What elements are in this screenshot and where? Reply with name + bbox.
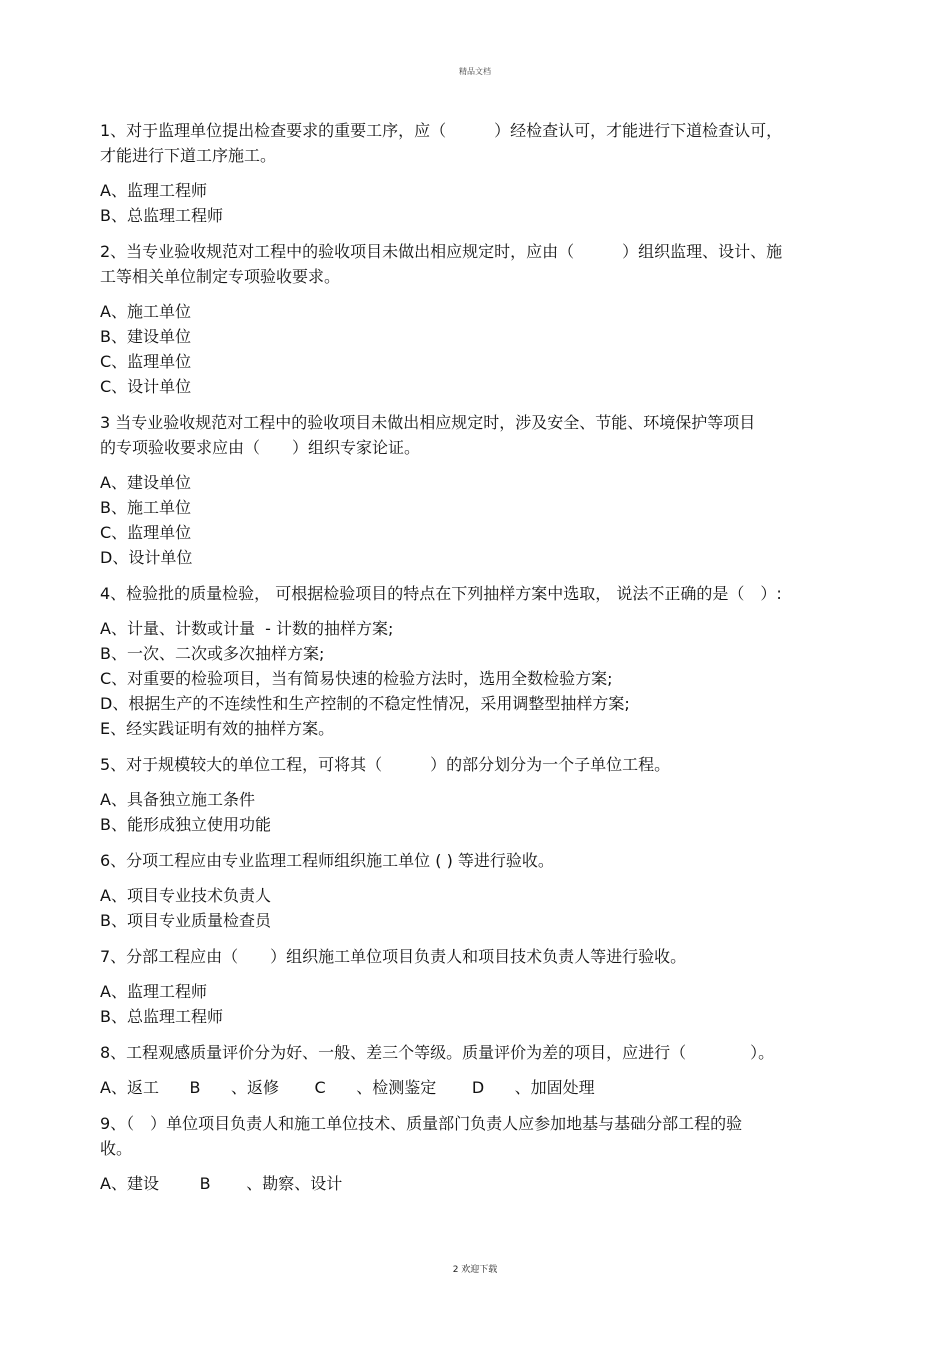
- question-block: [100, 752, 880, 837]
- question-block: [100, 944, 880, 1029]
- option-item: A、建设 B 、勘察、设计: [100, 1174, 343, 1193]
- option-item: A、监理工程师: [100, 181, 207, 200]
- option-item: C、监理单位: [100, 523, 192, 542]
- question-block: [100, 239, 880, 399]
- question-text: 工等相关单位制定专项验收要求。: [100, 267, 341, 286]
- option-item: B、总监理工程师: [100, 206, 223, 225]
- option-item: A、监理工程师: [100, 982, 207, 1001]
- question-block: [100, 410, 880, 570]
- question-text: 2、当专业验收规范对工程中的验收项目未做出相应规定时，应由（ ）组织监理、设计、施: [100, 242, 783, 261]
- option-list: [100, 616, 880, 741]
- question-text: 才能进行下道工序施工。: [100, 146, 277, 165]
- question-text: 收。: [100, 1139, 133, 1158]
- question-text: 8、工程观感质量评价分为好、一般、差三个等级。质量评价为差的项目，应进行（ ）。: [100, 1043, 775, 1062]
- page-footer: 2 欢迎下载: [452, 1265, 498, 1275]
- question-block: [100, 118, 880, 228]
- question-block: [100, 1040, 880, 1100]
- question-text: 3 当专业验收规范对工程中的验收项目未做出相应规定时，涉及安全、节能、环境保护等项目: [100, 413, 756, 432]
- question-text: 6、分项工程应由专业监理工程师组织施工单位 ( ) 等进行验收。: [100, 851, 554, 870]
- option-item: A、计量、计数或计量 - 计数的抽样方案;: [100, 619, 394, 638]
- question-block: [100, 848, 880, 933]
- option-item: A、施工单位: [100, 302, 191, 321]
- question-text: 的专项验收要求应由（ ）组织专家论证。: [100, 438, 421, 457]
- question-block: [100, 1111, 880, 1196]
- question-text: 9、（ ）单位项目负责人和施工单位技术、质量部门负责人应参加地基与基础分部工程的验: [100, 1114, 743, 1133]
- option-item: A、项目专业技术负责人: [100, 886, 271, 905]
- option-item: D、设计单位: [100, 548, 193, 567]
- option-item: B、项目专业质量检查员: [100, 911, 271, 930]
- option-list: [100, 1075, 880, 1100]
- option-list: [100, 883, 880, 933]
- option-item: A、具备独立施工条件: [100, 790, 255, 809]
- option-list: [100, 470, 880, 570]
- question-text: 5、对于规模较大的单位工程，可将其（ ）的部分划分为一个子单位工程。: [100, 755, 671, 774]
- option-item: C、设计单位: [100, 377, 192, 396]
- question-text: 1、对于监理单位提出检查要求的重要工序，应（ ）经检查认可，才能进行下道检查认可，: [100, 121, 783, 140]
- option-list: [100, 979, 880, 1029]
- option-item: B、总监理工程师: [100, 1007, 223, 1026]
- option-item: B、建设单位: [100, 327, 191, 346]
- option-item: C、监理单位: [100, 352, 192, 371]
- option-list: [100, 787, 880, 837]
- option-item: C、对重要的检验项目，当有简易快速的检验方法时，选用全数检验方案;: [100, 669, 613, 688]
- option-item: B、施工单位: [100, 498, 191, 517]
- option-item: D、根据生产的不连续性和生产控制的不稳定性情况，采用调整型抽样方案;: [100, 694, 630, 713]
- option-item: B、一次、二次或多次抽样方案;: [100, 644, 325, 663]
- option-item: B、能形成独立使用功能: [100, 815, 271, 834]
- question-text: 4、检验批的质量检验， 可根据检验项目的特点在下列抽样方案中选取， 说法不正确的是（ ）:: [100, 584, 782, 603]
- question-text: 7、分部工程应由（ ）组织施工单位项目负责人和项目技术负责人等进行验收。: [100, 947, 687, 966]
- option-list: [100, 178, 880, 228]
- option-item: E、经实践证明有效的抽样方案。: [100, 719, 335, 738]
- page-header: 精品文档: [459, 67, 491, 76]
- question-block: [100, 581, 880, 741]
- option-item: A、返工 B 、返修 C 、检测鉴定 D 、加固处理: [100, 1078, 595, 1097]
- option-item: A、建设单位: [100, 473, 191, 492]
- question-list: [100, 118, 880, 1207]
- option-list: [100, 299, 880, 399]
- option-list: [100, 1171, 880, 1196]
